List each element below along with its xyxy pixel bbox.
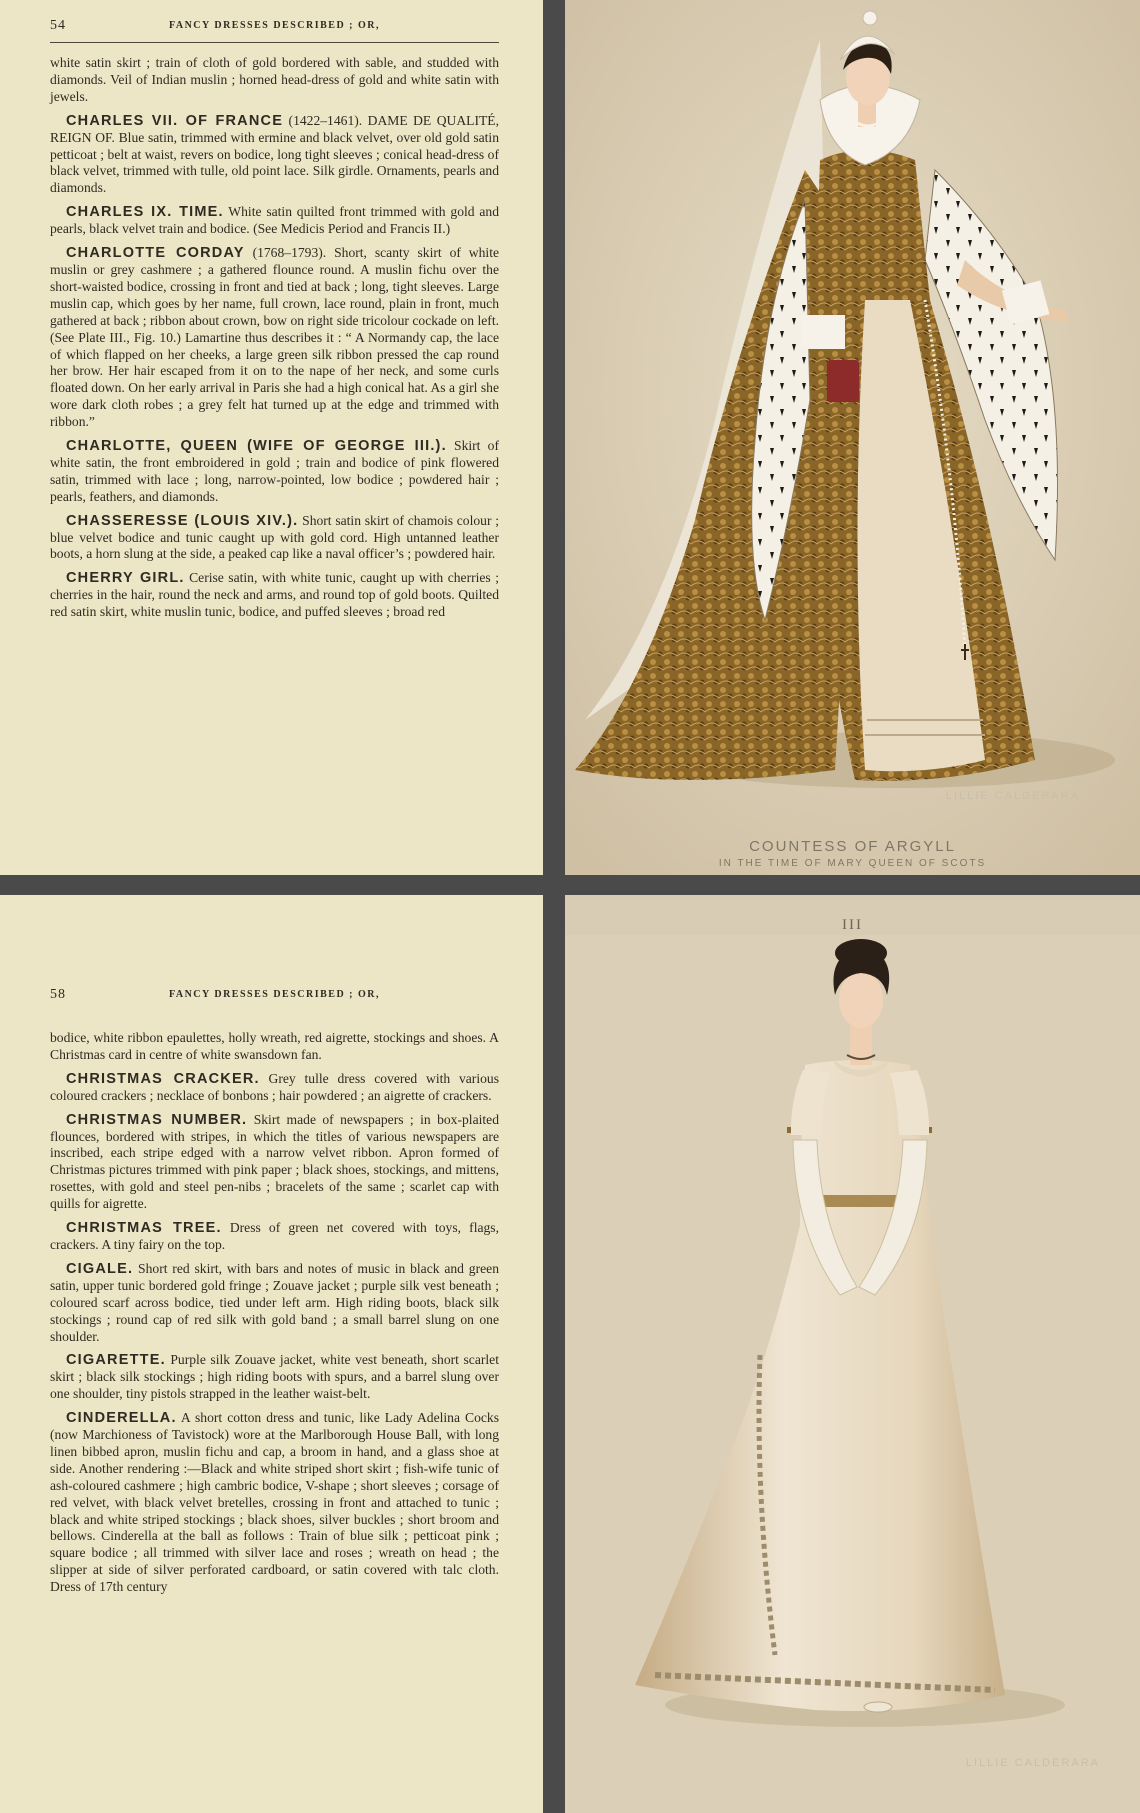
artist-signature: LILLIE CALDERARA [965, 1757, 1100, 1769]
plate-number: III [842, 917, 863, 933]
page-body [50, 1030, 499, 1603]
dress-entry [50, 438, 499, 506]
dress-entry [50, 1352, 499, 1403]
entry-text: Dress of green net covered with toys, flags, crackers. A tiny fairy on the top. [50, 1220, 499, 1252]
entry-heading: CHERRY GIRL. [66, 570, 185, 587]
entry-heading: CIGALE. [66, 1260, 134, 1277]
belt [815, 1195, 905, 1207]
dress-entry [50, 204, 499, 238]
entry-heading: CHARLOTTE, QUEEN (WIFE OF GEORGE III.). [66, 438, 447, 455]
entry-heading: CHASSERESSE (LOUIS XIV.). [66, 512, 299, 529]
artist-signature: LILLIE CALDERARA [945, 790, 1080, 802]
continuation-text: bodice, white ribbon epaulettes, holly wreath, red aigrette, stockings and shoes. A Christmas card in centre of white swansdown fan. [50, 1030, 499, 1062]
entry-heading: CHRISTMAS NUMBER. [66, 1111, 248, 1128]
entry-text: Skirt made of newspapers ; in box-plaited flounces, bordered with stripes, in which the titles of various newspapers are inscribed, each stripe edged with a narrow velvet ribbon. Apron formed of Christmas pictures trimmed with pink paper ; black shoes, stockings, and mittens, rosettes, with gold and steel pen-nibs ; bracelets of the same ; scarlet cap with quills for aigrette. [50, 1111, 499, 1212]
page-number: 58 [50, 987, 66, 1002]
entry-text: Skirt of white satin, the front embroidered in gold ; train and bodice of pink flowered satin, trimmed with lace ; long, narrow-pointed, low bodice ; powdered hair ; pearls, feathers, and diamonds. [50, 438, 499, 504]
dress-entry [50, 570, 499, 621]
book-page-58 [0, 895, 543, 1813]
entry-text: Grey tulle dress covered with various coloured crackers ; necklace of bonbons ; hair powdered ; an aigrette of crackers. [50, 1070, 499, 1103]
dress-entry [50, 113, 499, 198]
book-page-54 [0, 0, 543, 875]
entry-heading: CHRISTMAS TREE. [66, 1220, 222, 1237]
dress-entry [50, 1410, 499, 1596]
entry-text: White satin quilted front trimmed with gold and pearls, black velvet train and bodice. (See Medicis Period and Francis II.) [50, 204, 500, 237]
face [839, 972, 883, 1028]
plate-caption: COUNTESS OF ARGYLL [749, 838, 956, 855]
red-book [827, 360, 859, 402]
entry-text: Short red skirt, with bars and notes of music in black and green satin, upper tunic bordered gold fringe ; Zouave jacket ; purple silk vest beneath ; coloured scarf across bodice, tied under left arm. High riding boots, black silk stockings ; round cap of red silk with gold band ; a small barrel slung on one shoulder. [50, 1260, 499, 1344]
page-body [50, 55, 499, 628]
running-title: FANCY DRESSES DESCRIBED ; OR, [168, 989, 381, 1000]
entry-heading: CHARLES VII. OF FRANCE [66, 112, 284, 129]
running-head [50, 987, 499, 1009]
entry-heading: CIGARETTE. [66, 1352, 166, 1369]
dress-entry [50, 245, 499, 431]
entry-text: (1768–1793). Short, scanty skirt of white muslin or grey cashmere ; a gathered flounce round. A muslin fichu over the short-waisted bodice, crossing in front and tied at back ; long, tight sleeves. Large muslin cap, which goes by her name, full crown, lace round, plain in front, much gathered at back ; ribbon about crown, bow on right side tricolour cockade on left. (See Plate III., Fig. 10.) Lamartine thus describes it : “ A Normandy cap, the lace of which flapped on her cheeks, a large green silk ribbon pressed the cap round her brow. Her hair escaped from it on to the nape of her neck, and some curls floated down. On her early arrival in Paris she had a high conical hat. As a girl she wore dark cloth robes ; a grey felt hat turned up at the edge and trimmed with ribbon.” [50, 245, 500, 430]
plate-subcaption: IN THE TIME OF MARY QUEEN OF SCOTS [718, 858, 987, 869]
dress-entry [50, 1112, 499, 1213]
dress-entry [50, 1220, 499, 1254]
entry-heading: CHARLOTTE CORDAY [66, 245, 245, 262]
entry-heading: CHRISTMAS CRACKER. [66, 1070, 260, 1087]
countess-illustration [565, 0, 1140, 875]
dress-entry [50, 513, 499, 564]
continuation-text: white satin skirt ; train of cloth of gold bordered with sable, and studded with diamonds. Veil of Indian muslin ; horned head-dress of gold and white satin with jewels. [50, 55, 499, 104]
running-title: FANCY DRESSES DESCRIBED ; OR, [168, 20, 381, 31]
entry-text: Short satin skirt of chamois colour ; blue velvet bodice and tunic caught up with gold cord. High untanned leather boots, a horn slung at the side, a peaked cap like a naval officer’s ; powdered hair. [50, 512, 499, 562]
entry-text: Cerise satin, with white tunic, caught up with cherries ; cherries in the hair, round the neck and arms, and round top of gold boots. Quilted red satin skirt, white muslin tunic, bodice, and puffed sleeves ; broad red [50, 570, 499, 620]
entry-heading: CINDERELLA. [66, 1410, 177, 1427]
lace-cuff-left [801, 315, 845, 349]
head-rule [50, 42, 499, 43]
page-number: 54 [50, 18, 66, 33]
color-plate-iii [565, 895, 1140, 1813]
entry-text: (1422–1461). DAME DE QUALITÉ, REIGN OF. Blue satin, trimmed with ermine and black velvet, over old gold satin petticoat ; belt at waist, revers on bodice, long tight sleeves ; conical head-dress of black velvet, trimmed with tulle, old point lace. Silk girdle. Ornaments, pearls and diamonds. [50, 112, 499, 196]
lady-in-white-illustration [565, 895, 1140, 1813]
entry-heading: CHARLES IX. TIME. [66, 204, 224, 221]
dress-entry [50, 1071, 499, 1105]
color-plate-countess [565, 0, 1140, 875]
running-head [50, 18, 499, 40]
entry-text: A short cotton dress and tunic, like Lady Adelina Cocks (now Marchioness of Tavistock) wore at the Marlborough House Ball, with long linen bibbed apron, muslin fichu and cap, a broom in hand, and a glass shoe at side. Another rendering :—Black and white striped short skirt ; fish-wife tunic of ash-coloured cashmere ; high cambric bodice, V-shape ; short sleeves ; corsage of red velvet, with black velvet bretelles, crossing in front and attached to tunic ; black and white striped stockings ; black shoes, silver buckles ; short broom and bellows. Cinderella at the ball as follows : Train of blue silk ; petticoat pink ; square bodice ; all trimmed with silver lace and roses ; wreath on head ; the slipper at side of silver perforated cardboard, or satin covered with talc cloth. Dress of 17th century [50, 1410, 499, 1595]
entry-text: Purple silk Zouave jacket, white vest beneath, short scarlet skirt ; black silk stockings ; high riding boots with spurs, and a barrel slung over one shoulder, tiny pistols strapped in the leather waist-belt. [50, 1352, 499, 1402]
dress-entry [50, 1261, 499, 1346]
